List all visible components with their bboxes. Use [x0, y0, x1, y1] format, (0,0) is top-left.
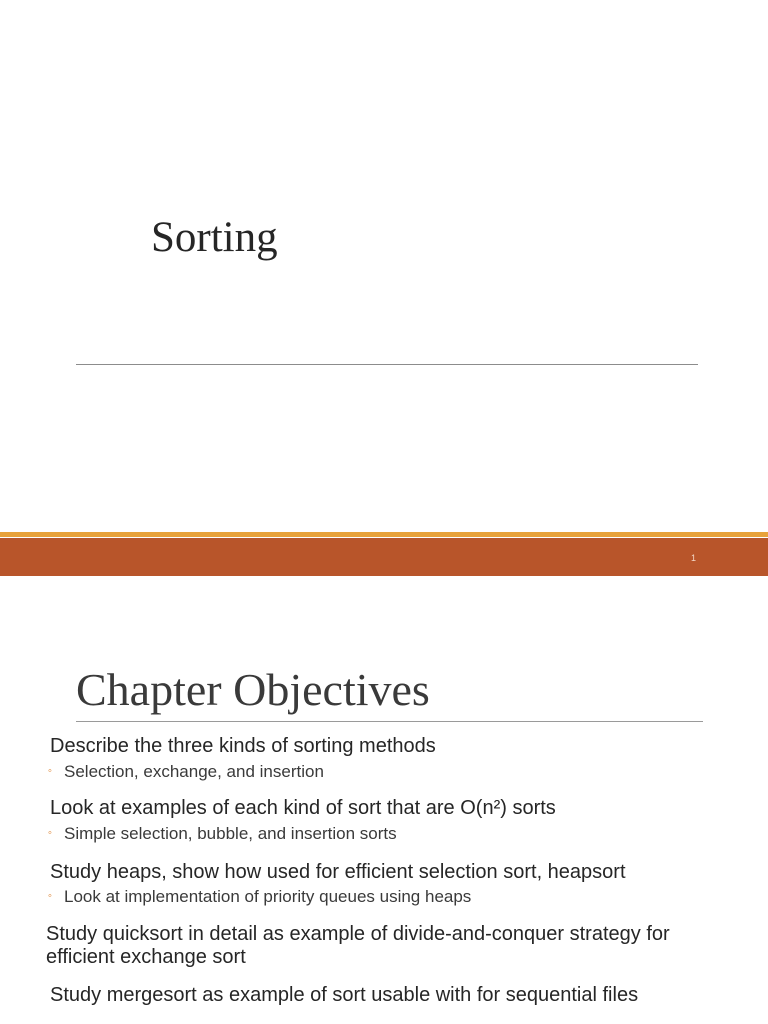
sub-bullet-item: [48, 761, 324, 782]
slide-2: [0, 576, 768, 1024]
bullet-item: Describe the three kinds of sorting methods: [50, 735, 436, 757]
sub-bullet-text: Simple selection, bubble, and insertion sorts: [64, 824, 397, 843]
bullet-item: Study mergesort as example of sort usable with for sequential files: [50, 984, 639, 1006]
circle-bullet-icon: ◦: [48, 827, 52, 839]
title-divider: [76, 721, 703, 722]
bullet-item: Study heaps, show how used for efficient selection sort, heapsort: [50, 861, 626, 883]
title-divider: [76, 364, 698, 365]
circle-bullet-icon: ◦: [48, 765, 52, 777]
sub-bullet-item: [48, 823, 397, 844]
circle-bullet-icon: ◦: [48, 890, 52, 902]
slide-title: Chapter Objectives: [76, 664, 430, 715]
sub-bullet-text: Selection, exchange, and insertion: [64, 762, 324, 781]
page-number: 1: [690, 553, 696, 563]
footer-band: [0, 538, 768, 576]
slide-title: Sorting: [151, 214, 278, 261]
sub-bullet-item: [48, 886, 471, 907]
sub-bullet-text: Look at implementation of priority queues using heaps: [64, 887, 472, 906]
footer-accent-stripe: [0, 532, 768, 537]
bullet-item: Look at examples of each kind of sort that are O(n²) sorts: [50, 797, 556, 819]
bullet-item: Study quicksort in detail as example of divide-and-conquer strategy for efficient exchange sort: [46, 923, 670, 968]
